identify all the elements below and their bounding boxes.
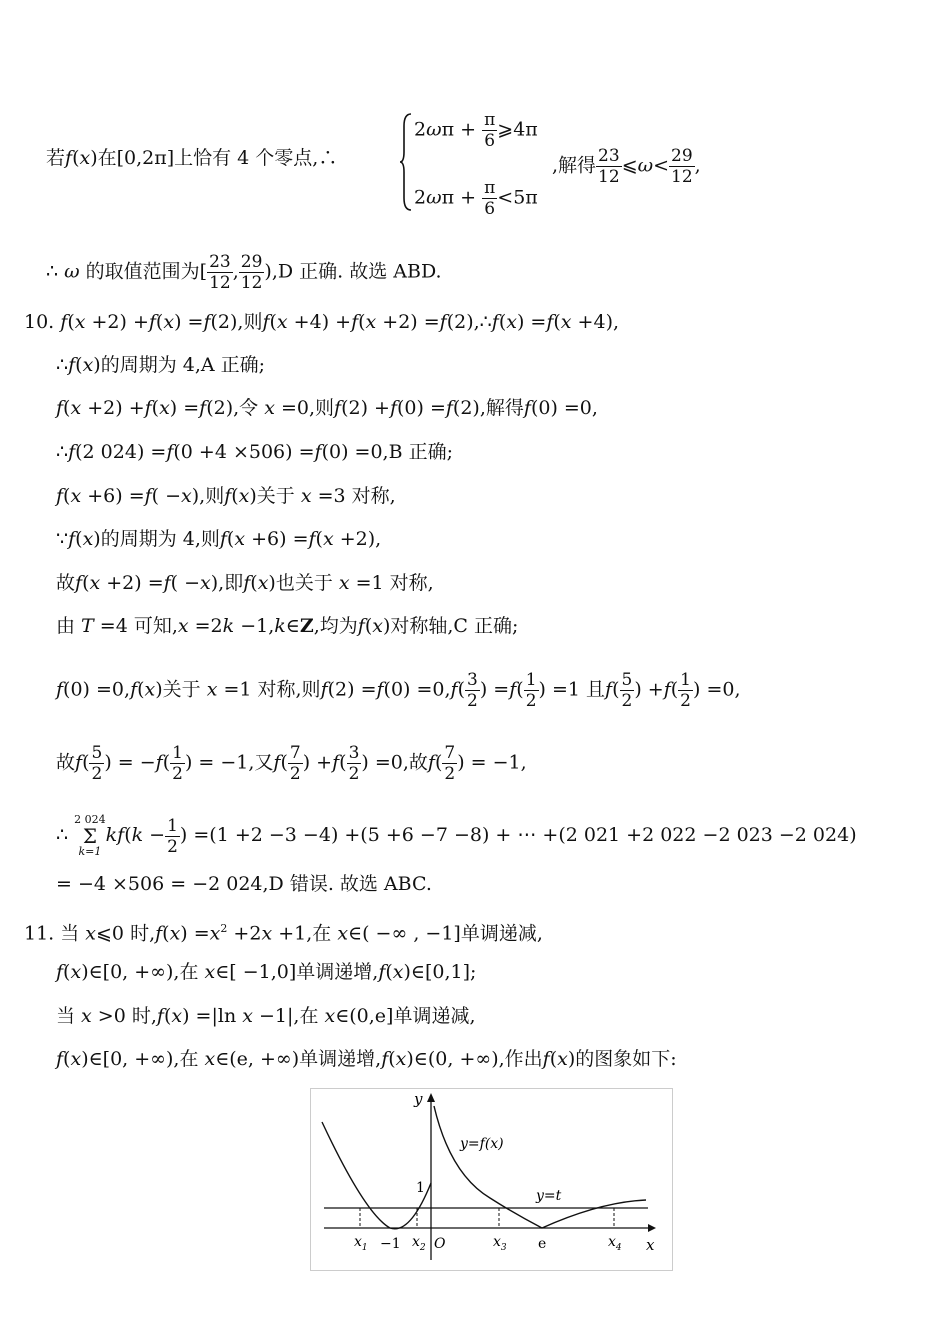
x-axis-arrow-icon <box>648 1224 656 1232</box>
q11-line4: f(x)∈[0, +∞),在 x∈(e, +∞)单调递增,f(x)∈(0, +∞),作出f(x)的图象如下: <box>56 1048 677 1070</box>
brace-icon <box>399 112 413 212</box>
e-label: e <box>538 1236 547 1252</box>
q10-line12: = −4 ×506 = −2 024,D 错误. 故选 ABC. <box>56 873 432 895</box>
q11-line2: f(x)∈[0, +∞),在 x∈[ −1,0]单调递增,f(x)∈[0,1]; <box>56 961 477 983</box>
x4-label: $x_4$ <box>608 1234 622 1253</box>
q10-line1: 10. f(x +2) +f(x) =f(2),则f(x +4) +f(x +2) =f(2),∴f(x) =f(x +4), <box>24 311 620 333</box>
curve-label: y=f(x) <box>460 1136 504 1152</box>
q9-system-line-a: 2ωπ + $\frac{\pi}{6}$ ⩾4π <box>414 110 538 151</box>
q10-line2: ∴f(x)的周期为 4,A 正确; <box>56 354 266 376</box>
neg-one-label: −1 <box>380 1236 401 1252</box>
one-label: 1 <box>416 1180 425 1196</box>
q10-line8: 由 T =4 可知,x =2k −1,k∈Z,均为f(x)对称轴,C 正确; <box>56 615 519 637</box>
q11-line3: 当 x >0 时,f(x) =|ln x −1|,在 x∈(0,e]单调递减, <box>56 1005 476 1027</box>
q11-line1: 11. 当 x⩽0 时$,f(x) =x^2 +2x +1$,在 x∈( −∞ , −1]单调递减, <box>24 922 543 945</box>
system-brace <box>399 112 413 217</box>
q10-line4: ∴f(2 024) =f(0 +4 ×506) =f(0) =0,B 正确; <box>56 441 453 463</box>
q10-line7: 故f(x +2) =f( −x),即f(x)也关于 x =1 对称, <box>56 572 434 594</box>
q10-line3: f(x +2) +f(x) =f(2),令 x =0,则f(2) +f(0) =f(2),解得f(0) =0, <box>56 397 598 419</box>
parabola-curve <box>322 1122 431 1229</box>
q10-line6: ∵f(x)的周期为 4,则f(x +6) =f(x +2), <box>56 528 382 550</box>
q10-line5: f(x +6) =f( −x),则f(x)关于 x =3 对称, <box>56 485 396 507</box>
y-axis-arrow-icon <box>427 1093 435 1102</box>
x3-label: $x_3$ <box>493 1234 507 1253</box>
x1-label: $x_1$ <box>354 1234 368 1253</box>
function-graph <box>310 1088 674 1272</box>
origin-label: O <box>434 1236 446 1252</box>
q10-line9: f(0) =0,f(x)关于 x =1 对称,则f(2) =f(0) =0,f( $\frac{3}{2}$ ) =f( $\frac{1}{2}$ ) =1 且f( $\frac{5}{2}$ ) +f( $\frac{1}{2}$ ) =0, <box>56 670 741 711</box>
x-axis-label: x <box>646 1236 655 1254</box>
y-axis-label: y <box>414 1090 423 1108</box>
q9-system-line-b: 2ωπ + $\frac{\pi}{6}$ <5π <box>414 178 538 219</box>
q9-line2: ∴ ω 的取值范围为[ $\frac{23}{12}$ , $\frac{29}{12}$ ),D 正确. 故选 ABD. <box>46 252 442 293</box>
q10-line11: ∴ 2 024 Σ k=1kf(k − $\frac{1}{2}$ ) =(1 +2 −3 −4) +(5 +6 −7 −8) + ⋯ +(2 021 +2 022 −2 023 −2 024) <box>56 813 857 858</box>
q9-line1-suffix: ,解得 $\frac{23}{12}$ ⩽ω< $\frac{29}{12}$ , <box>552 146 701 187</box>
q10-line10: 故f( $\frac{5}{2}$ ) = −f( $\frac{1}{2}$ ) = −1,又f( $\frac{7}{2}$ ) +f( $\frac{3}{2}$ ) =0,故f( $\frac{7}{2}$ ) = −1, <box>56 743 527 784</box>
x2-label: $x_2$ <box>412 1234 426 1253</box>
q9-line1-prefix: 若f(x)在[0,2π]上恰有 4 个零点,∴ <box>46 147 338 169</box>
line-label: y=t <box>536 1188 562 1204</box>
